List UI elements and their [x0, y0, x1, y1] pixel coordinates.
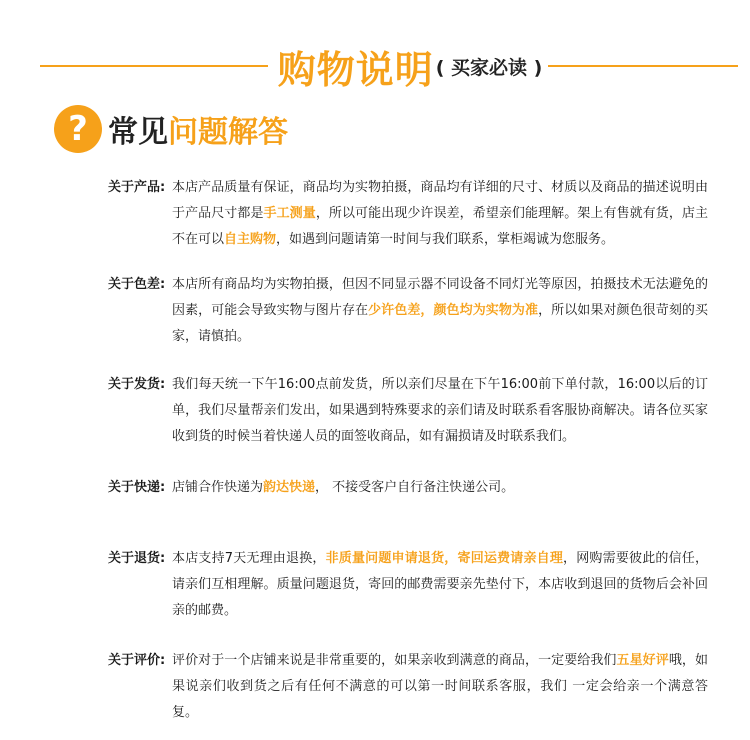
page-subtitle: ( 买家必读 ) [435, 56, 543, 79]
body-text: 评价对于一个店铺来说是非常重要的，如果亲收到满意的商品，一定要给我们 [172, 653, 617, 668]
faq-item-body [172, 475, 708, 501]
body-text: ，所以如果对颜色很苛刻的买家，请慎拍。 [172, 303, 708, 344]
faq-item-body [172, 175, 708, 253]
faq-heading-part1: 常见 [108, 115, 168, 150]
faq-heading-text [108, 107, 288, 151]
faq-item-body [172, 272, 708, 350]
faq-item-label: 关于色差: [108, 277, 166, 292]
body-text: 本店产品质量有保证，商品均为实物拍摄，商品均有详细的尺寸、材质以及商品的描述说明由于产品尺寸都是 [172, 180, 708, 221]
body-text: ，所以可能出现少许误差，希望亲们能理解。架上有售就有货，店主不在可以 [172, 206, 708, 247]
highlight-text: 韵达快递 [263, 480, 316, 495]
body-text: ， 不接受客户自行备注快递公司。 [315, 480, 515, 495]
faq-item-label: 关于发货: [108, 377, 166, 392]
faq-item-label: 关于快递: [108, 480, 166, 495]
body-text: 我们每天统一下午16:00点前发货，所以亲们尽量在下午16:00前下单付款，16:00以后的订单，我们尽量帮亲们发出，如果遇到特殊要求的亲们请及时联系看客服协商解决。请各位买家收到货的时候当着快递人员的面签收商品，如有漏损请及时联系我们。 [172, 377, 708, 444]
highlight-text: 五星好评 [616, 653, 669, 668]
faq-item-label: 关于评价: [108, 653, 166, 668]
body-text: 本店所有商品均为实物拍摄，但因不同显示器不同设备不同灯光等原因，拍摄技术无法避免的因素，可能会导致实物与图片存在 [172, 277, 708, 318]
body-text: ，如遇到问题请第一时间与我们联系，掌柜竭诚为您服务。 [276, 232, 615, 247]
faq-heading-part2: 问题解答 [168, 115, 288, 150]
header-title-group [272, 38, 548, 94]
highlight-text: 少许色差，颜色均为实物为准 [368, 303, 539, 318]
header-rule-left [40, 65, 268, 67]
faq-heading [54, 104, 288, 154]
header-rule-right [548, 65, 738, 67]
faq-item-body [172, 648, 708, 726]
body-text: 店铺合作快递为 [172, 480, 264, 495]
faq-item-label: 关于退货: [108, 551, 166, 566]
faq-item-reviews [108, 648, 708, 726]
faq-item-returns [108, 546, 708, 624]
faq-item-courier [108, 475, 708, 501]
page-title: 购物说明 [277, 47, 434, 92]
faq-item-label: 关于产品: [108, 180, 166, 195]
body-text: 本店支持7天无理由退换， [172, 551, 326, 566]
body-text: 哦，如果说亲们收到货之后有任何不满意的可以第一时间联系客服，我们 一定会给亲一个满意答复。 [172, 653, 708, 720]
question-mark-icon: ? [54, 105, 102, 153]
highlight-text: 手工测量 [263, 206, 316, 221]
highlight-text: 自主购物 [224, 232, 277, 247]
faq-item-shipping [108, 372, 708, 450]
faq-item-color [108, 272, 708, 350]
faq-item-product [108, 175, 708, 253]
body-text: ，网购需要彼此的信任，请亲们互相理解。质量问题退货，寄回的邮费需要亲先垫付下，本店收到退回的货物后会补回亲的邮费。 [172, 551, 708, 618]
page-header [0, 38, 750, 94]
faq-item-body [172, 546, 708, 624]
highlight-text: 非质量问题申请退货，寄回运费请亲自理 [325, 551, 564, 566]
faq-item-body [172, 372, 708, 450]
